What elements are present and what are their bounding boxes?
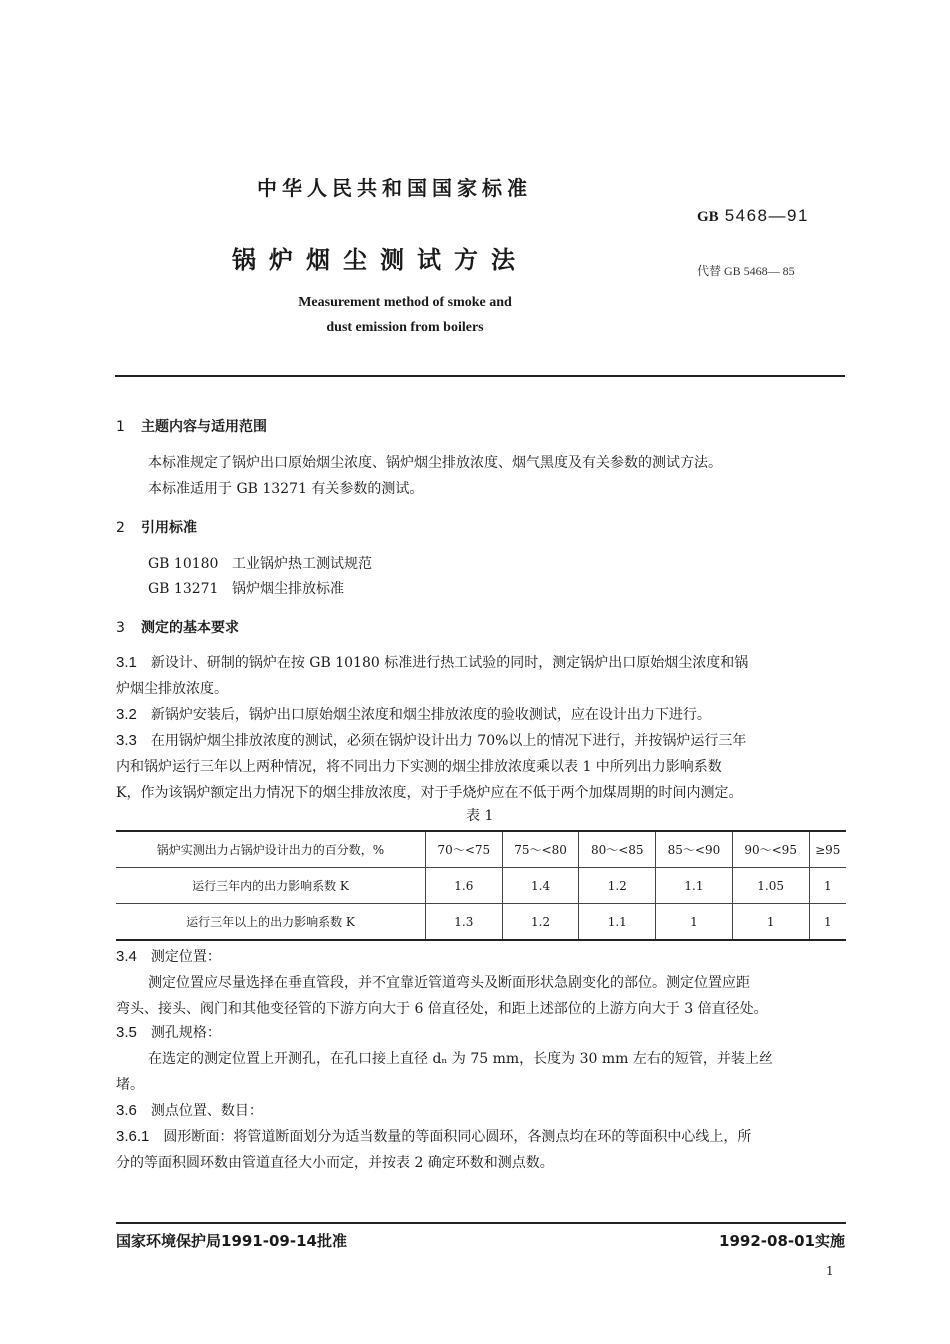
table-cell: 运行三年以上的出力影响系数 K <box>116 904 426 941</box>
approval-note: 国家环境保护局1991-09-14批准 <box>116 1232 347 1250</box>
clause-3-5-body: 在选定的测定位置上开测孔，在孔口接上直径 dₙ 为 75 mm，长度为 30 mm 左右的短管，并装上丝 <box>148 1051 773 1067</box>
code-prefix: GB <box>697 209 719 225</box>
clause-3-1-cont: 炉烟尘排放浓度。 <box>116 681 228 697</box>
table-cell: 1 <box>732 904 809 941</box>
clause-3-5: 3.5 测孔规格： <box>116 1024 221 1041</box>
table-row <box>116 904 846 941</box>
table-header-cell: 85～<90 <box>656 831 733 868</box>
section-2-heading: 2 引用标准 <box>116 520 197 536</box>
table-cell: 运行三年内的出力影响系数 K <box>116 868 426 904</box>
table-cell: 1 <box>809 904 846 941</box>
table-header-cell: ≥95 <box>809 831 846 868</box>
page-number: 1 <box>826 1264 834 1278</box>
header-divider <box>115 375 845 377</box>
clause-3-6-1-cont: 分的等面积圆环数由管道直径大小而定，并按表 2 确定环数和测点数。 <box>116 1155 554 1171</box>
section-3-heading: 3 测定的基本要求 <box>116 620 239 636</box>
title-en-line2: dust emission from boilers <box>326 320 484 335</box>
table-header-cell: 锅炉实测出力占锅炉设计出力的百分数，% <box>156 843 385 857</box>
clause-3-2: 3.2 新锅炉安装后，锅炉出口原始烟尘浓度和烟尘排放浓度的验收测试，应在设计出力下进行。 <box>116 706 711 723</box>
table-cell: 1.2 <box>579 868 656 904</box>
table-1-caption: 表 1 <box>466 808 494 824</box>
clause-3-6: 3.6 测点位置、数目： <box>116 1102 263 1119</box>
footer-divider <box>116 1222 846 1224</box>
table-cell: 1 <box>809 868 846 904</box>
national-standard-label: 中华人民共和国国家标准 <box>257 176 532 200</box>
clause-3-4-body-cont: 弯头、接头、阀门和其他变径管的下游方向大于 6 倍直径处，和距上述部位的上游方向大于 3 倍直径处。 <box>116 1001 768 1017</box>
clause-3-5-body-cont: 堵。 <box>116 1077 144 1093</box>
table-cell: 1.05 <box>732 868 809 904</box>
reference-item: GB 10180 工业锅炉热工测试规范 <box>148 556 372 572</box>
clause-3-4: 3.4 测定位置： <box>116 948 221 965</box>
table-header-cell: 90～<95 <box>732 831 809 868</box>
table-header-row <box>116 831 846 868</box>
table-1 <box>116 830 846 941</box>
clause-3-3-cont: 内和锅炉运行三年以上两种情况，将不同出力下实测的烟尘排放浓度乘以表 1 中所列出力影响系数 <box>116 759 722 775</box>
standard-code <box>697 206 809 226</box>
replaces-standard: 代替 GB 5468— 85 <box>697 264 795 278</box>
clause-3-1: 3.1 新设计、研制的锅炉在按 GB 10180 标准进行热工试验的同时，测定锅炉出口原始烟尘浓度和锅 <box>116 654 749 671</box>
effective-date: 1992-08-01实施 <box>719 1232 845 1250</box>
table-header-cell: 70～<75 <box>426 831 503 868</box>
section-1-para-1: 本标准规定了锅炉出口原始烟尘浓度、锅炉烟尘排放浓度、烟气黑度及有关参数的测试方法。 <box>148 455 722 471</box>
table-row <box>116 868 846 904</box>
table-cell: 1.3 <box>426 904 503 941</box>
code-number: 5468—91 <box>724 206 809 225</box>
title-en-line1: Measurement method of smoke and <box>298 295 512 310</box>
clause-3-3: 3.3 在用锅炉烟尘排放浓度的测试，必须在锅炉设计出力 70%以上的情况下进行，并按锅炉运行三年 <box>116 732 747 749</box>
table-cell: 1.6 <box>426 868 503 904</box>
table-header-cell: 75～<80 <box>502 831 579 868</box>
document-title-cn: 锅炉烟尘测试方法 <box>232 246 528 274</box>
section-1-heading: 1 主题内容与适用范围 <box>116 419 267 435</box>
clause-3-3-cont: K，作为该锅炉额定出力情况下的烟尘排放浓度，对于手烧炉应在不低于两个加煤周期的时间内测定。 <box>116 785 743 801</box>
table-cell: 1 <box>656 904 733 941</box>
table-cell: 1.4 <box>502 868 579 904</box>
table-cell: 1.2 <box>502 904 579 941</box>
clause-3-4-body: 测定位置应尽量选择在垂直管段，并不宜靠近管道弯头及断面形状急剧变化的部位。测定位置应距 <box>148 975 750 991</box>
document-title-en <box>270 290 540 340</box>
section-1-para-2: 本标准适用于 GB 13271 有关参数的测试。 <box>148 481 424 497</box>
clause-3-6-1: 3.6.1 圆形断面：将管道断面划分为适当数量的等面积同心圆环，各测点均在环的等面积中心线上，所 <box>116 1128 752 1145</box>
table-cell: 1.1 <box>656 868 733 904</box>
table-header-cell: 80～<85 <box>579 831 656 868</box>
table-cell: 1.1 <box>579 904 656 941</box>
reference-item: GB 13271 锅炉烟尘排放标准 <box>148 581 344 597</box>
